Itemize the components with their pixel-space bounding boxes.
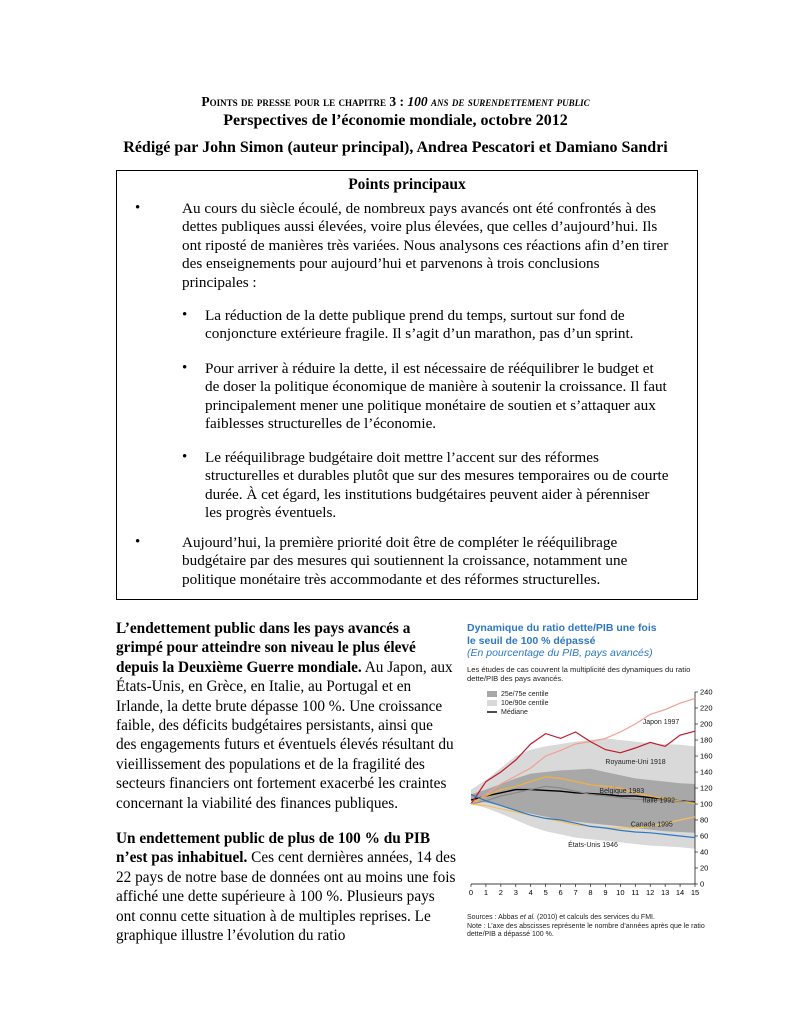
chart-source-note: Sources : Abbas et al. (2010) et calculs des services du FMI. Note : L’axe des abscisses représente le nombre d’années après que le ratio dette/PIB a dépassé 100 %. [467,914,705,939]
chapter-title: 100 ans de surendettement public [407,94,590,109]
key-points-title: Points principaux [348,176,466,193]
legend-swatch [487,700,497,706]
legend-label: Médiane [501,709,528,716]
y-tick-label: 180 [700,735,713,745]
paragraph-2: Un endettement public de plus de 100 % du PIB n’est pas inhabituel. Ces cent dernières années, 14 des 22 pays de notre base de données ont au moins une fois affiché une dette supérieure à 100 %. Plusieurs pays ont connu cette situation à de multiples reprises. Le graphique illustre l’évolution du ratio [116,830,456,945]
x-tick-label: 14 [675,888,685,897]
legend-label: 25e/75e centile [501,691,549,698]
bullet-main-2: Aujourd’hui, la première priorité doit être de compléter le rééquilibrage budgétaire par des mesures qui soutiennent la croissance, notamment une politique monétaire très accommodante et des réformes structurelles. [182,534,628,588]
body-text-column [116,619,456,962]
paragraph-2-lead: Un endettement public de plus de 100 % du PIB n’est pas inhabituel. [116,830,431,867]
chart-subtitle: (En pourcentage du PIB, pays avancés) [467,647,653,659]
x-tick-label: 8 [588,888,593,897]
x-tick-label: 0 [468,888,474,897]
sub-bullet-dot: • [182,307,188,323]
paragraph-1-lead: L’endettement public dans les pays avancés a grimpé pour atteindre son niveau le plus élevé depuis la Deuxième Guerre mondiale. [116,620,416,676]
bullet-dot: • [135,534,141,550]
x-tick-label: 9 [603,888,608,897]
y-tick-label: 40 [700,847,709,857]
y-tick-label: 60 [700,831,709,841]
legend-swatch [487,691,497,697]
series-label: Royaume-Uni 1918 [605,759,666,766]
x-tick-label: 11 [631,888,640,897]
x-tick-label: 6 [558,888,563,897]
x-tick-label: 3 [513,888,518,897]
debt-ratio-chart [467,622,717,952]
y-tick-label: 240 [700,687,713,697]
y-tick-label: 200 [700,719,713,729]
press-points-heading: Points de presse pour le chapitre 3 : 100 ans de surendettement public [201,94,590,109]
y-tick-label: 80 [700,815,709,825]
chart-plot [467,684,717,914]
y-tick-label: 140 [700,767,713,777]
authors-line: Rédigé par John Simon (auteur principal), Andrea Pescatori et Damiano Sandri [123,139,668,156]
series-label: Belgique 1983 [599,787,645,795]
y-tick-label: 20 [700,863,709,873]
x-tick-label: 10 [616,888,625,897]
x-tick-label: 5 [543,888,548,897]
x-tick-label: 12 [646,888,655,897]
paragraph-1: L’endettement public dans les pays avancés a grimpé pour atteindre son niveau le plus élevé depuis la Deuxième Guerre mondiale. Au Japon, aux États-Unis, en Grèce, en Italie, au Portugal et en Irlande, la dette brute dépasse 100 %. Une croissance faible, des déficits budgétaires persistants, ainsi que des engagements futurs et éventuels élevés résultant du vieillissement des populations et de la fragilité des secteurs financiers ont fortement exacerbé les craintes concernant la viabilité des finances publiques. [116,620,454,812]
chart-description: Les études de cas couvrent la multiplicité des dynamiques du ratio dette/PIB des pays avancés. [467,664,691,683]
sub-bullet-3: Le rééquilibrage budgétaire doit mettre l’accent sur des réformes structurelles et durables plutôt que sur des mesures temporaires ou de courte durée. À cet égard, les institutions budgétaires peuvent aider à pérenniser les progrès éventuels. [205,449,669,522]
y-tick-label: 160 [700,751,713,761]
series-label: Italie 1992 [642,797,676,805]
series-label: États-Unis 1946 [568,842,618,850]
x-tick-label: 2 [498,888,503,897]
bullet-dot: • [135,200,141,216]
x-tick-label: 7 [573,888,578,897]
y-tick-label: 100 [700,799,713,809]
key-points-box [116,170,698,600]
chart-title: Dynamique du ratio dette/PIB une fois le seuil de 100 % dépassé [467,622,657,647]
legend-label: 10e/90e centile [501,700,549,707]
x-tick-label: 1 [483,888,489,897]
series-label: Japon 1997 [642,719,680,726]
y-tick-label: 120 [700,783,713,793]
series-label: Canada 1995 [630,821,673,829]
sub-bullet-1: La réduction de la dette publique prend du temps, surtout sur fond de conjoncture extérieure fragile. Il s’agit d’un marathon, pas d’un sprint. [205,307,634,343]
sub-bullet-dot: • [182,449,188,465]
sub-bullet-2: Pour arriver à réduire la dette, il est nécessaire de rééquilibrer le budget et de doser la politique économique de manière à soutenir la croissance. Il faut principalement mener une politique monétaire de soutien et s’attaquer aux faiblesses structurelles de l’économie. [205,360,667,433]
x-tick-label: 4 [528,888,533,897]
report-title: Perspectives de l’économie mondiale, octobre 2012 [223,112,568,129]
y-tick-label: 220 [700,703,713,713]
bullet-main-1: Au cours du siècle écoulé, de nombreux pays avancés ont été confrontés à des dettes publiques aussi élevées, voire plus élevées, que celles d’aujourd’hui. Ils ont riposté de manières très variées. Nous analysons ces réactions afin d’en tirer des enseignements pour aujourd’hui et parvenons à trois conclusions principales : [182,200,669,291]
x-tick-label: 15 [690,888,700,897]
x-tick-label: 13 [660,888,670,897]
y-tick-label: 0 [700,879,705,889]
sub-bullet-dot: • [182,360,188,376]
